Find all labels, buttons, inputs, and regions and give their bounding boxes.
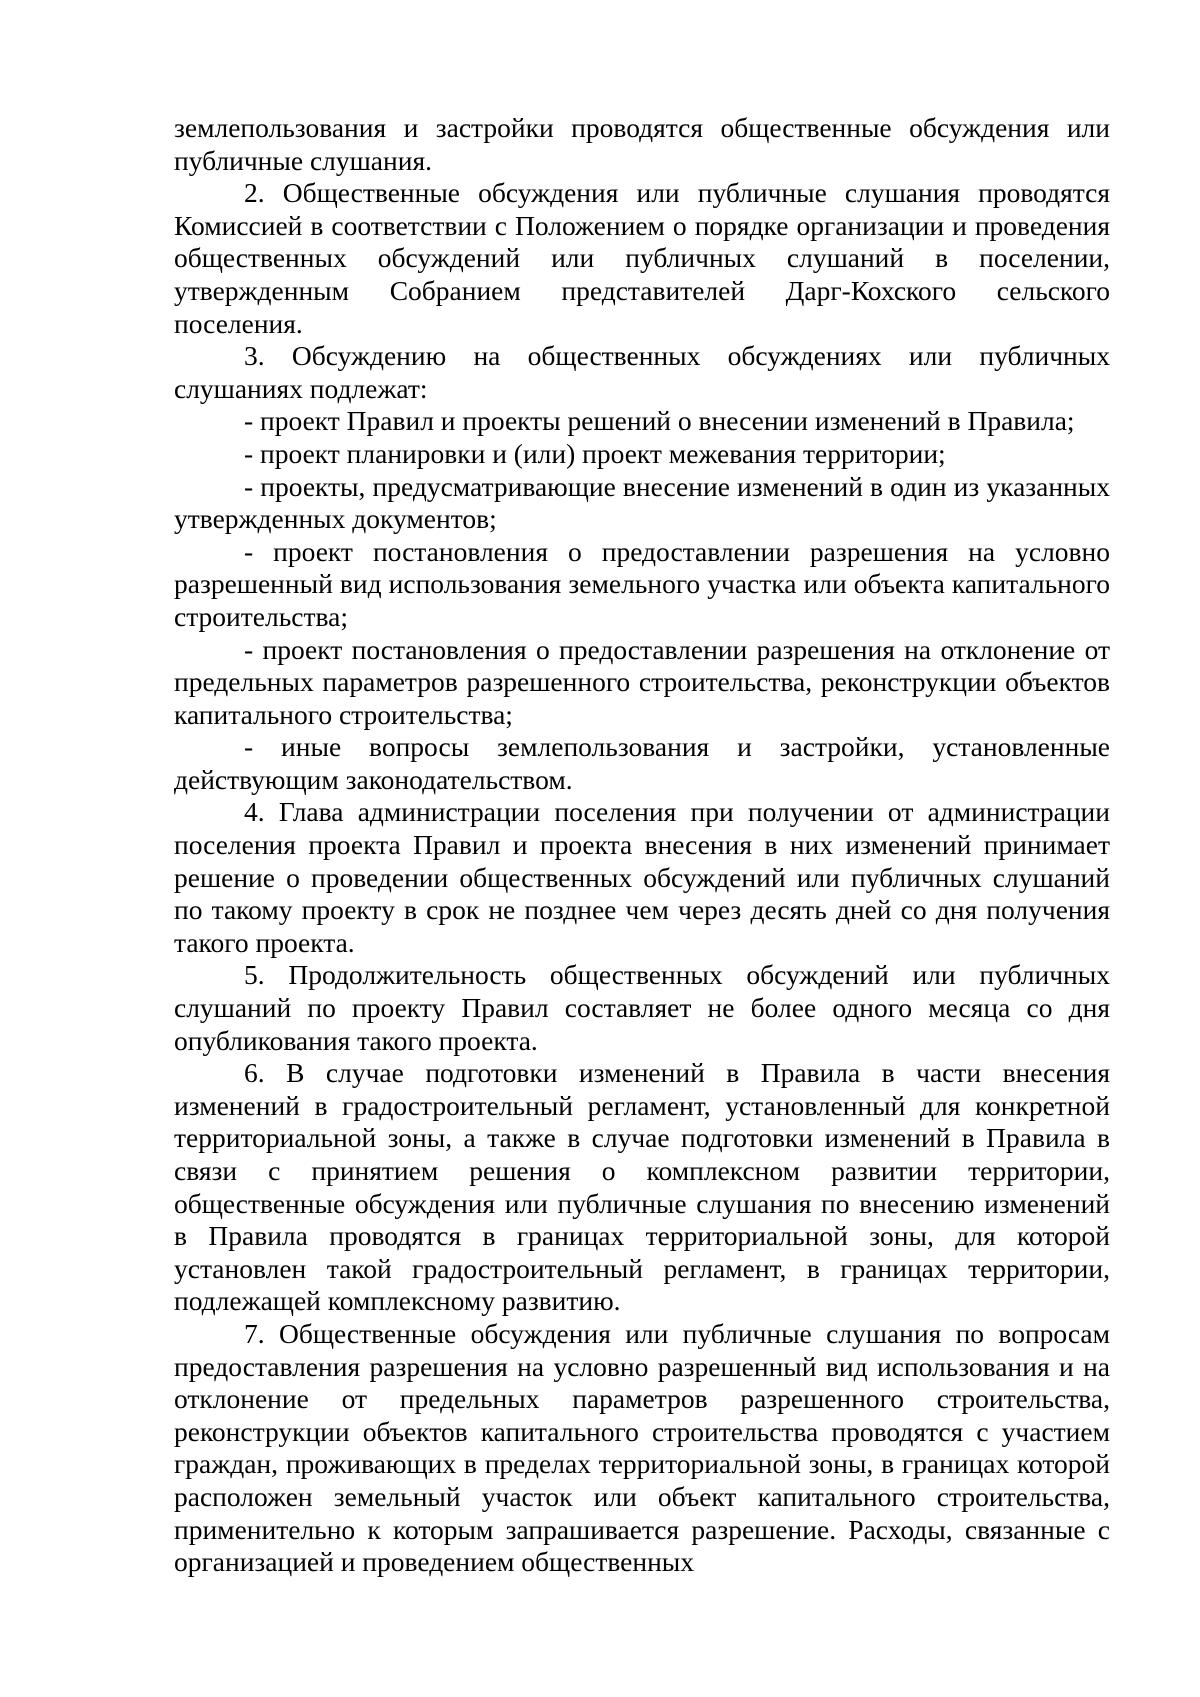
list-item-other-questions: - иные вопросы землепользования и застройки, установленные действующим законодательством.: [174, 731, 1110, 795]
paragraph-item-4: 4. Глава администрации поселения при получении от администрации поселения проекта Правил и проекта внесения в них изменений принимает решение о проведении общественных обсуждений или публичных слушаний по такому проекту в срок не позднее чем через десять дней со дня получения такого проекта.: [174, 796, 1110, 958]
paragraph-item-5: 5. Продолжительность общественных обсуждений или публичных слушаний по проекту Правил составляет не более одного месяца со дня опубликования такого проекта.: [174, 959, 1110, 1056]
list-item-planning-project: - проект планировки и (или) проект межевания территории;: [244, 437, 946, 469]
list-item-amendment-projects: - проекты, предусматривающие внесение изменений в один из указанных утвержденных документов;: [174, 470, 1110, 535]
paragraph-item-2: 2. Общественные обсуждения или публичные слушания проводятся Комиссией в соответствии с Положением о порядке организации и проведения общественных обсуждений или публичных слушаний в поселении, утвержденным Собранием представителей Дарг-Кохского сельского поселения.: [174, 177, 1110, 339]
list-item-conditional-use-permit: - проект постановления о предоставлении разрешения на условно разрешенный вид использования земельного участка или объекта капитального строительства;: [174, 535, 1110, 632]
document-page: [174, 112, 1110, 1579]
paragraph-item-3: 3. Обсуждению на общественных обсуждениях или публичных слушаниях подлежат:: [174, 340, 1110, 404]
list-item-deviation-permit: - проект постановления о предоставлении разрешения на отклонение от предельных параметров разрешенного строительства, реконструкции объектов капитального строительства;: [174, 633, 1110, 730]
paragraph-item-7: 7. Общественные обсуждения или публичные слушания по вопросам предоставления разрешения на условно разрешенный вид использования и на отклонение от предельных параметров разрешенного строительства, реконструкции объектов капитального строительства проводятся с участием граждан, проживающих в пределах территориальной зоны, в границах которой расположен земельный участок или объект капитального строительства, применительно к которым запрашивается разрешение. Расходы, связанные с организацией и проведением общественных: [174, 1317, 1110, 1578]
paragraph-continuation: землепользования и застройки проводятся общественные обсуждения или публичные слушания.: [174, 112, 1110, 176]
list-item-rules-project: - проект Правил и проекты решений о внесении изменений в Правила;: [244, 405, 1075, 437]
paragraph-item-6: 6. В случае подготовки изменений в Правила в части внесения изменений в градостроительный регламент, установленный для конкретной территориальной зоны, а также в случае подготовки изменений в Правила в связи с принятием решения о комплексном развитии территории, общественные обсуждения или публичные слушания по внесению изменений в Правила проводятся в границах территориальной зоны, для которой установлен такой градостроительный регламент, в границах территории, подлежащей комплексному развитию.: [174, 1057, 1110, 1317]
